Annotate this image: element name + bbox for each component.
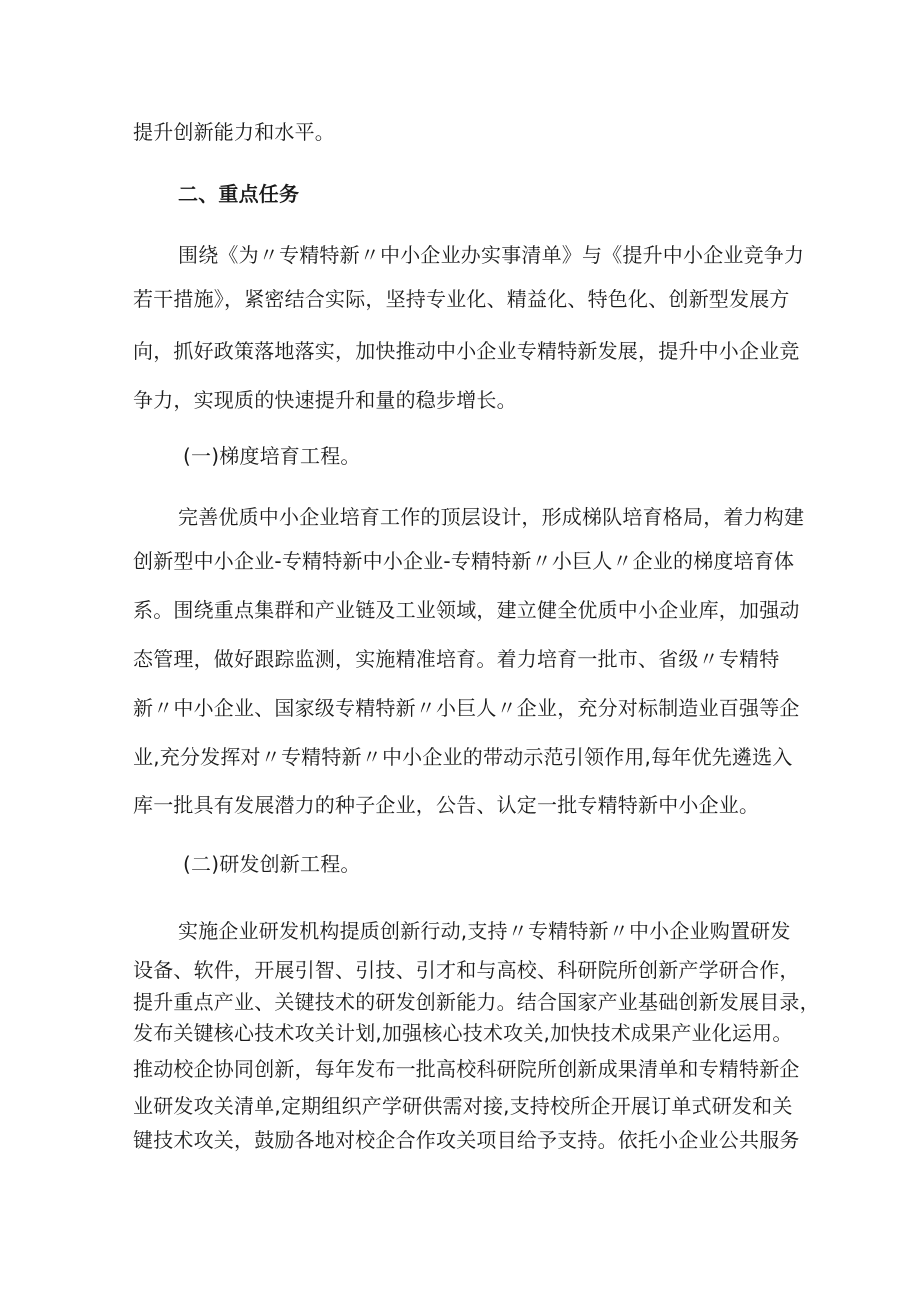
paragraph-line: 争力，实现质的快速提升和量的稳步增长。 xyxy=(133,388,517,412)
paragraph-line: 键技术攻关，鼓励各地对校企合作攻关项目给予支持。依托小企业公共服务 xyxy=(133,1128,800,1152)
paragraph-line: 若干措施》，紧密结合实际，坚持专业化、精益化、特色化、创新型发展方 xyxy=(133,287,790,311)
subsection-heading: (一)梯度培育工程。 xyxy=(183,444,361,468)
paragraph-line: 系。围绕重点集群和产业链及工业领域，建立健全优质中小企业库，加强动 xyxy=(133,598,800,622)
paragraph-line: 新〃中小企业、国家级专精特新〃小巨人〃企业，充分对标制造业百强等企 xyxy=(133,696,800,720)
paragraph-line: 向，抓好政策落地落实，加快推动中小企业专精特新发展，提升中小企业竞 xyxy=(133,339,800,363)
paragraph-line: 完善优质中小企业培育工作的顶层设计，形成梯队培育格局，着力构建 xyxy=(178,505,805,529)
paragraph-line: 态管理，做好跟踪监测，实施精准培育。着力培育一批市、省级〃专精特 xyxy=(133,647,780,671)
paragraph-line: 设备、软件，开展引智、引技、引才和与高校、科研院所创新产学研合作， xyxy=(133,958,800,982)
paragraph-line: 提升创新能力和水平。 xyxy=(133,120,335,144)
section-heading: 二、重点任务 xyxy=(178,182,300,206)
paragraph-line: 业研发攻关清单,定期组织产学研供需对接,支持校所企开展订单式研发和关 xyxy=(133,1094,793,1118)
paragraph-line: 实施企业研发机构提质创新行动,支持〃专精特新〃中小企业购置研发 xyxy=(178,919,791,943)
paragraph-line: 围绕《为〃专精特新〃中小企业办实事清单》与《提升中小企业竞争力 xyxy=(178,243,805,267)
subsection-heading: (二)研发创新工程。 xyxy=(183,852,361,876)
paragraph-line: 发布关键核心技术攻关计划,加强核心技术攻关,加快技术成果产业化运用。 xyxy=(133,1021,793,1045)
paragraph-line: 业,充分发挥对〃专精特新〃中小企业的带动示范引领作用,每年优先遴选入 xyxy=(133,745,793,769)
paragraph-line: 推动校企协同创新，每年发布一批高校科研院所创新成果清单和专精特新企 xyxy=(133,1057,800,1081)
paragraph-line: 库一批具有发展潜力的种子企业，公告、认定一批专精特新中小企业。 xyxy=(133,793,760,817)
paragraph-line: 创新型中小企业-专精特新中小企业-专精特新〃小巨人〃企业的梯度培育体 xyxy=(133,549,795,573)
paragraph-line: 提升重点产业、关键技术的研发创新能力。结合国家产业基础创新发展目录， xyxy=(133,990,820,1014)
